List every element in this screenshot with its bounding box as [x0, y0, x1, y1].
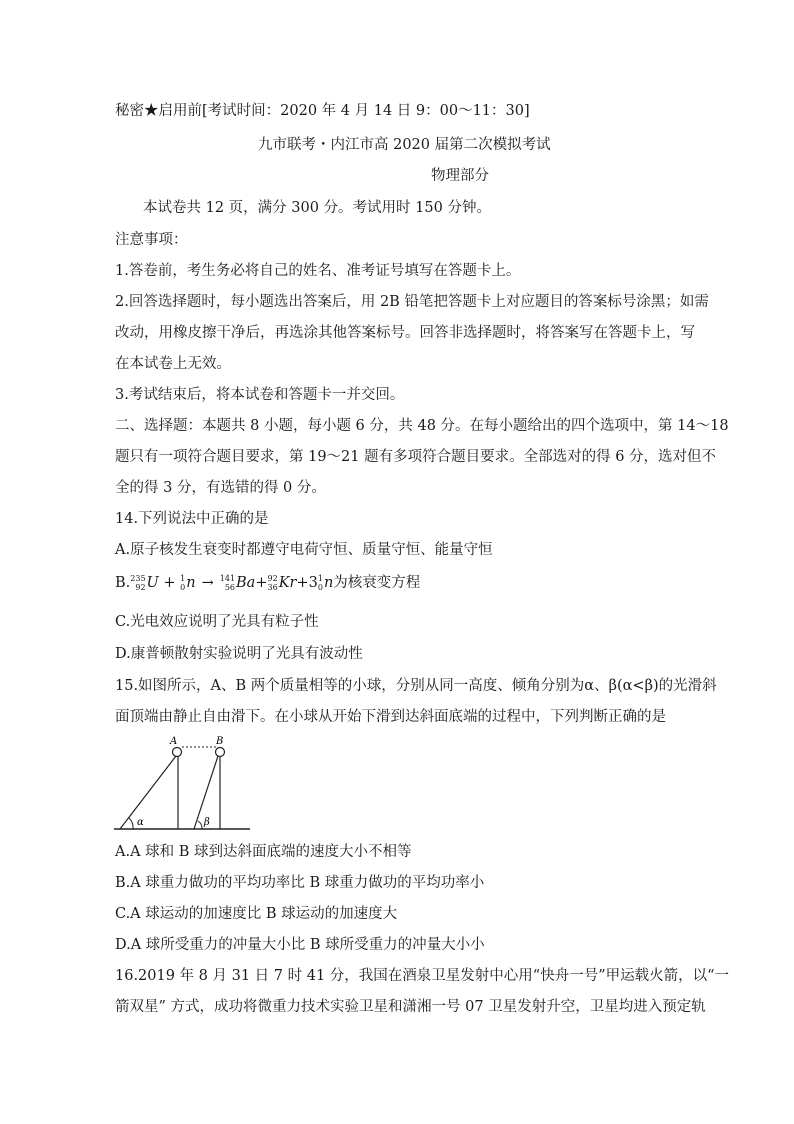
q14-option-b — [115, 573, 420, 593]
incline-a-slope — [120, 756, 176, 829]
note-item-2-line-1: 2.回答选择题时，每小题选出答案后，用 2B 铅笔把答题卡上对应题目的答案标号涂黑；如需 — [115, 294, 709, 310]
q15-option-d: D.A 球所受重力的冲量大小比 B 球所受重力的冲量大小小 — [115, 937, 485, 953]
kr-atomic-number: 36 — [267, 583, 278, 592]
q14-b-suffix: 为核衰变方程 — [333, 575, 421, 591]
note-item-2-line-3: 在本试卷上无效。 — [115, 356, 231, 372]
q15-option-b: B.A 球重力做功的平均功率比 B 球重力做功的平均功率小 — [115, 875, 485, 891]
label-b: B — [216, 736, 224, 747]
label-alpha: α — [137, 817, 144, 828]
n2-mass-number: 1 — [317, 574, 323, 583]
q15-stem-line-1: 15.如图所示，A、B 两个质量相等的小球，分别从同一高度、倾角分别为α、β(α<β)的光滑斜 — [115, 678, 717, 694]
n-symbol: n — [186, 575, 196, 591]
exam-title: 九市联考・内江市高 2020 届第二次模拟考试 — [258, 137, 551, 153]
plus-1: + — [163, 575, 176, 591]
q15-option-c: C.A 球运动的加速度比 B 球运动的加速度大 — [115, 906, 398, 922]
ba-mass-number: 141 — [219, 574, 236, 583]
q16-line-2: 箭双星” 方式，成功将微重力技术实验卫星和潇湘一号 07 卫星发射升空，卫星均进入预定轨 — [115, 999, 706, 1015]
plus-2: + — [255, 575, 268, 591]
reaction-arrow: → — [201, 575, 214, 591]
u-nuclide-indices — [130, 574, 145, 592]
n-atomic-number: 0 — [180, 583, 186, 592]
n2-atomic-number: 0 — [317, 583, 323, 592]
note-item-3: 3.考试结束后，将本试卷和答题卡一并交回。 — [115, 387, 405, 403]
ba-nuclide-indices — [220, 574, 235, 592]
notes-heading: 注意事项： — [115, 232, 188, 248]
section-title: 物理部分 — [431, 168, 489, 184]
n2-symbol: n — [323, 575, 334, 591]
q15-stem-line-2: 面顶端由静止自由滑下。在小球从开始下滑到达斜面底端的过程中，下列判断正确的是 — [115, 709, 666, 725]
q16-line-1: 16.2019 年 8 月 31 日 7 时 41 分，我国在酒泉卫星发射中心用“快舟一号”甲运载火箭，以“一 — [115, 968, 730, 984]
q14-stem: 14.下列说法中正确的是 — [115, 511, 269, 527]
q14-option-a: A.原子核发生衰变时都遵守电荷守恒、质量守恒、能量守恒 — [115, 542, 493, 558]
angle-beta-arc — [198, 821, 202, 829]
section2-line-1: 二、选择题：本题共 8 小题，每小题 6 分，共 48 分。在每小题给出的四个选项中，第 14～18 — [115, 418, 729, 434]
ba-atomic-number: 56 — [224, 583, 236, 592]
kr-mass-number: 92 — [267, 574, 278, 583]
angle-alpha-arc — [129, 818, 133, 829]
q14-b-prefix: B. — [115, 575, 131, 591]
ba-symbol: Ba — [236, 575, 256, 591]
u-mass-number: 235 — [130, 574, 146, 583]
label-a: A — [170, 736, 178, 747]
n-nuclide-indices — [180, 574, 185, 592]
kr-symbol: Kr — [278, 575, 297, 591]
coefficient-three: 3 — [308, 575, 318, 591]
note-item-1: 1.答卷前，考生务必将自己的姓名、准考证号填写在答题卡上。 — [115, 263, 521, 279]
plus-3: + — [296, 575, 309, 591]
incline-diagram — [112, 732, 254, 834]
intro-text: 本试卷共 12 页，满分 300 分。考试用时 150 分钟。 — [143, 200, 491, 216]
ball-b — [216, 748, 225, 757]
section2-line-2: 题只有一项符合题目要求，第 19～21 题有多项符合题目要求。全部选对的得 6 分，选对但不 — [115, 449, 717, 465]
n-mass-number: 1 — [180, 574, 186, 583]
label-beta: β — [204, 817, 210, 828]
kr-nuclide-indices — [268, 574, 278, 592]
q14-option-c: C.光电效应说明了光具有粒子性 — [115, 614, 319, 630]
section2-line-3: 全的得 3 分，有选错的得 0 分。 — [115, 480, 326, 496]
secret-line: 秘密★启用前[考试时间：2020 年 4 月 14 日 9：00～11：30] — [115, 103, 530, 119]
q14-option-d: D.康普顿散射实验说明了光具有波动性 — [115, 646, 363, 662]
u-symbol: U — [146, 575, 159, 591]
n2-nuclide-indices — [318, 574, 323, 592]
q15-option-a: A.A 球和 B 球到达斜面底端的速度大小不相等 — [115, 844, 412, 860]
note-item-2-line-2: 改动，用橡皮擦干净后，再选涂其他答案标号。回答非选择题时，将答案写在答题卡上，写 — [115, 325, 695, 341]
u-atomic-number: 92 — [135, 583, 146, 592]
ball-a — [173, 748, 182, 757]
